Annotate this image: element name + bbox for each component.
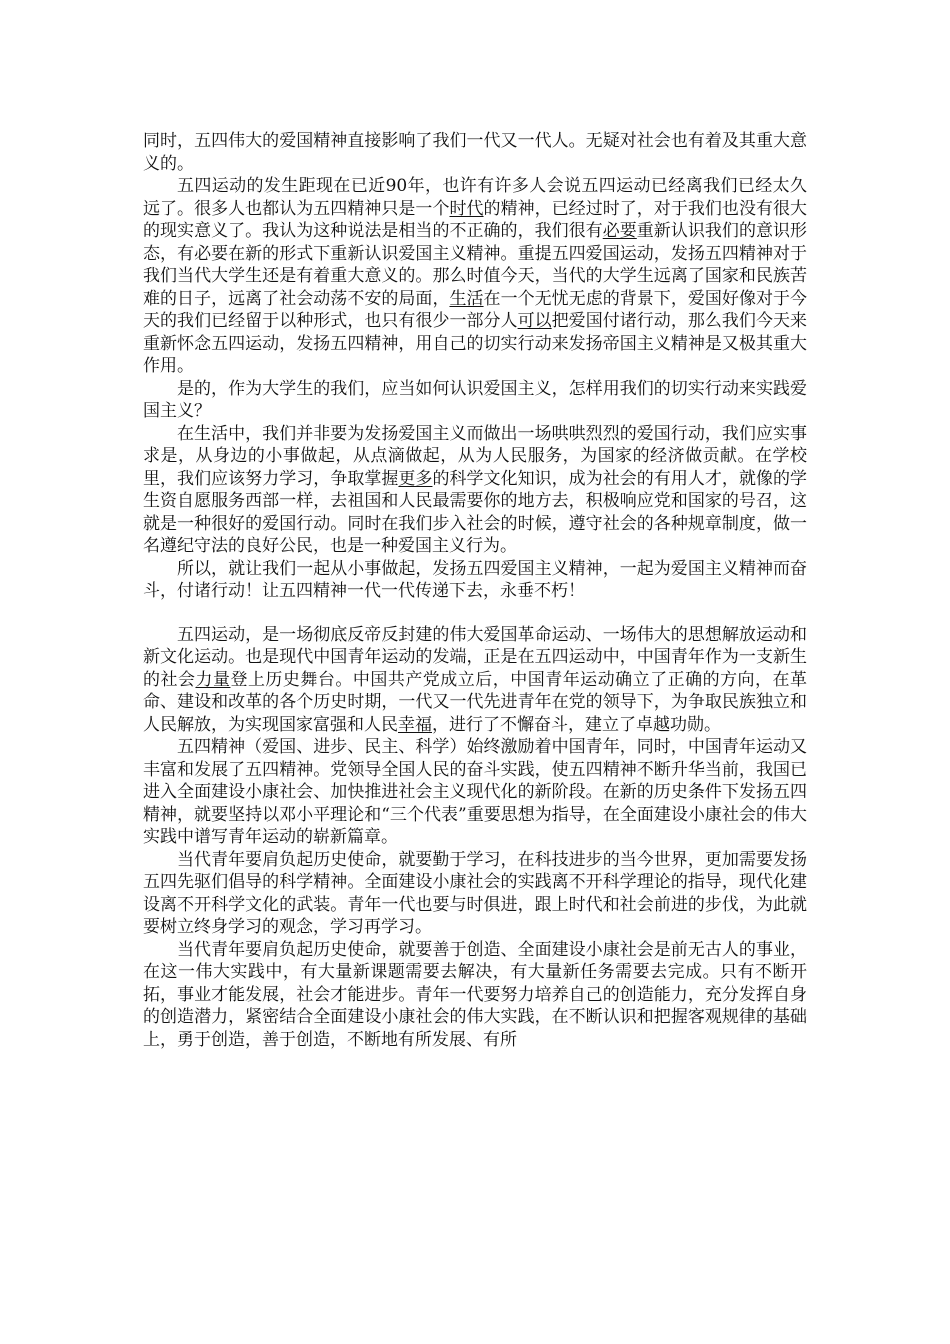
- text-run: 当代青年要肩负起历史使命，就要勤于学习，在科技进步的当今世界，更加需要发扬五四先驱们倡导的科学精神。全面建设小康社会的实践离不开科学理论的指导，现代化建设离不开科学文化的武装。青年一代也要与时俱进，跟上时代和社会前进的步伐，为此就要树立终身学习的观念，学习再学习。: [143, 849, 807, 937]
- underlined-term: 可以: [517, 311, 552, 331]
- text-run: 登上历史舞台。中国共产党成立后，中国青年运动确立了正确的方向，在革命、建设和改革的各个历史时期，一代又一代先进青年在党的领导下，为争取民族独立和人民解放，为实现国家富强和人民: [143, 669, 808, 735]
- paragraph: [143, 624, 807, 737]
- text-run: 把爱国付诸行动，那么我们今天来重新怀念五四运动，发扬五四精神，用自己的切实行动来发扬帝国主义精神是又极其重大作用。: [143, 311, 808, 376]
- text-run: 所以，就让我们一起从小事做起，发扬五四爱国主义精神，一起为爱国主义精神而奋斗，付诸行动！让五四精神一代一代传递下去，永垂不朽！: [143, 558, 807, 601]
- paragraph: [143, 849, 807, 939]
- underlined-term: 力量: [195, 669, 231, 690]
- paragraph: [143, 558, 807, 603]
- text-run: 是的，作为大学生的我们，应当如何认识爱国主义，怎样用我们的切实行动来实践爱国主义？: [143, 378, 807, 421]
- paragraph: [143, 130, 807, 175]
- text-run: 在生活中，我们并非要为发扬爱国主义而做出一场哄哄烈烈的爱国行动，我们应实事求是，从身边的小事做起，从点滴做起，从为人民服务，为国家的经济做贡献。在学校里，我们应该努力学习，争取掌握: [143, 423, 807, 489]
- text-run: 五四精神（爱国、进步、民主、科学）始终激励着中国青年，同时，中国青年运动又丰富和发展了五四精神。党领导全国人民的奋斗实践，使五四精神不断升华当前，我国已进入全面建设小康社会、加快推进社会主义现代化的新阶段。在新的历史条件下发扬五四精神，就要坚持以邓小平理论和“三个代表”重要思想为指导，在全面建设小康社会的伟大实践中谱写青年运动的崭新篇章。: [143, 737, 807, 847]
- text-run: 五四运动，是一场彻底反帝反封建的伟大爱国革命运动、一场伟大的思想解放运动和新文化运动。也是现代中国青年运动的发端，正是在五四运动中，中国青年作为一支新生的社会: [143, 624, 807, 690]
- text-run: 的精神，已经过时了，对于我们也没有很大的现实意义了。我认为这种说法是相当的不正确的，我们很有: [143, 198, 808, 241]
- paragraph: [143, 736, 807, 849]
- underlined-term: 生活: [449, 288, 484, 309]
- text-run: 当代青年要肩负起历史使命，就要善于创造、全面建设小康社会是前无古人的事业，在这一伟大实践中，有大量新课题需要去解决，有大量新任务需要去完成。只有不断开拓，事业才能发展，社会才能进步。青年一代要努力培养自己的创造能力，充分发挥自身的创造潜力，紧密结合全面建设小康社会的伟大实践，在不断认识和把握客观规律的基础上，勇于创造，善于创造，不断地有所发展、有所: [143, 939, 807, 1050]
- text-run: 的科学文化知识，成为社会的有用人才，就像的学生资自愿服务西部一样，去祖国和人民最需要你的地方去，积极响应党和国家的号召，这就是一种很好的爱国行动。同时在我们步入社会的时候，遵守社会的各种规章制度，做一名遵纪守法的良好公民，也是一种爱国主义行为。: [143, 468, 808, 556]
- text-run: 在一个无忧无虑的背景下，爱国好像对于今天的我们已经留于以种形式，也只有很少一部分人: [143, 288, 808, 331]
- paragraph: [143, 423, 807, 558]
- document-body: [143, 130, 807, 1051]
- underlined-term: 必要: [602, 221, 637, 241]
- paragraph: [143, 378, 807, 423]
- text-run: 同时，五四伟大的爱国精神直接影响了我们一代又一代人。无疑对社会也有着及其重大意义的。: [143, 131, 807, 174]
- paragraph-spacer: [143, 603, 807, 624]
- text-run: 五四运动的发生距现在已近90年，也许有许多人会说五四运动已经离我们已经太久远了。很多人也都认为五四精神只是一个: [143, 176, 807, 219]
- underlined-term: 时代: [449, 198, 484, 219]
- underlined-term: 更多: [398, 468, 433, 489]
- text-run: ，进行了不懈奋斗，建立了卓越功勋。: [432, 714, 721, 735]
- text-run: 重新认识我们的意识形态，有必要在新的形式下重新认识爱国主义精神。重提五四爱国运动，发扬五四精神对于我们当代大学生还是有着重大意义的。那么时值今天，当代的大学生远离了国家和民族苦难的日子，远离了社会动荡不安的局面，: [143, 221, 808, 309]
- underlined-term: 幸福: [398, 714, 432, 735]
- paragraph: [143, 939, 807, 1052]
- paragraph: [143, 175, 807, 378]
